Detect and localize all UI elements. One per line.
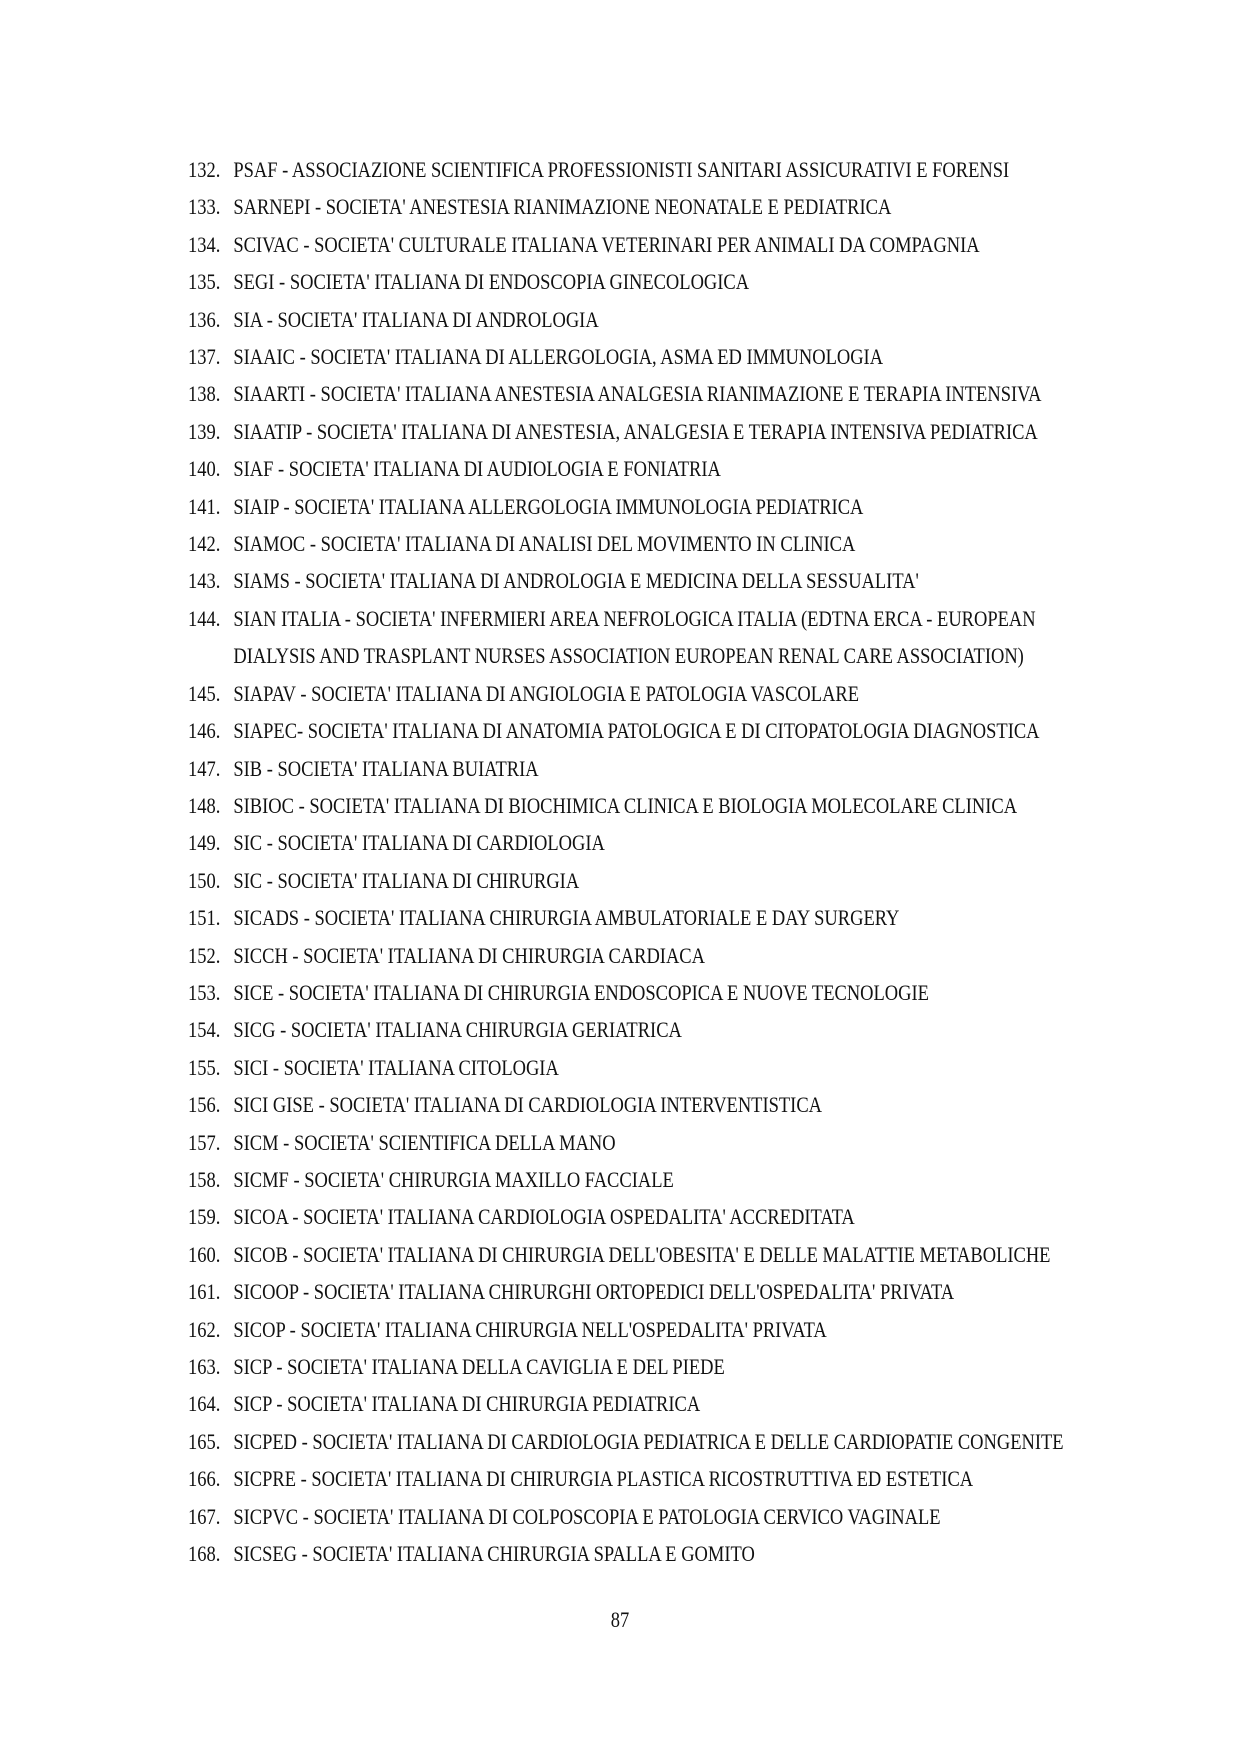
list-item-number: 163. xyxy=(188,1354,221,1379)
list-item-number: 167. xyxy=(188,1503,221,1529)
list-item xyxy=(188,413,1073,450)
list-item-text: SIAARTI - SOCIETA' ITALIANA ANESTESIA ANALGESIA RIANIMAZIONE E TERAPIA INTENSIVA xyxy=(233,381,1042,407)
list-item-text: SICPVC - SOCIETA' ITALIANA DI COLPOSCOPIA E PATOLOGIA CERVICO VAGINALE xyxy=(233,1503,941,1529)
list-item-number: 143. xyxy=(188,568,221,594)
list-item-text: SIAN ITALIA - SOCIETA' INFERMIERI AREA NEFROLOGICA ITALIA (EDTNA ERCA - EUROPEAN DIALYSIS AND TRASPLANT NURSES ASSOCIATION EUROPEAN RENAL CARE ASSOCIATION) xyxy=(233,605,1036,669)
list-item-number: 157. xyxy=(188,1129,221,1155)
list-item-number: 159. xyxy=(188,1204,221,1230)
list-item xyxy=(188,675,1073,712)
list-item-number: 146. xyxy=(188,718,221,744)
list-item-number: 149. xyxy=(188,830,221,856)
list-item xyxy=(188,1385,1073,1422)
list-item xyxy=(188,1498,1073,1535)
list-item-text: SICADS - SOCIETA' ITALIANA CHIRURGIA AMBULATORIALE E DAY SURGERY xyxy=(233,905,900,931)
list-item-number: 137. xyxy=(188,344,221,370)
list-item-number: 142. xyxy=(188,531,221,557)
list-item-number: 161. xyxy=(188,1279,221,1305)
list-item-text: SIAIP - SOCIETA' ITALIANA ALLERGOLOGIA IMMUNOLOGIA PEDIATRICA xyxy=(233,493,864,519)
list-item-text: SIAMOC - SOCIETA' ITALIANA DI ANALISI DEL MOVIMENTO IN CLINICA xyxy=(233,531,856,557)
list-item-text: SIAPAV - SOCIETA' ITALIANA DI ANGIOLOGIA E PATOLOGIA VASCOLARE xyxy=(233,680,860,706)
list-item-text: SICCH - SOCIETA' ITALIANA DI CHIRURGIA CARDIACA xyxy=(233,942,705,968)
list-item-text: SICM - SOCIETA' SCIENTIFICA DELLA MANO xyxy=(233,1129,616,1155)
list-item-number: 168. xyxy=(188,1541,221,1567)
list-item xyxy=(188,488,1073,525)
list-item-number: 158. xyxy=(188,1166,221,1192)
list-item-text: SICP - SOCIETA' ITALIANA DI CHIRURGIA PEDIATRICA xyxy=(233,1391,701,1417)
list-item-number: 154. xyxy=(188,1017,221,1043)
list-item-text: SIAF - SOCIETA' ITALIANA DI AUDIOLOGIA E FONIATRIA xyxy=(233,456,721,482)
list-item-text: SIBIOC - SOCIETA' ITALIANA DI BIOCHIMICA CLINICA E BIOLOGIA MOLECOLARE CLINICA xyxy=(233,792,1018,818)
list-item-text: SICI - SOCIETA' ITALIANA CITOLOGIA xyxy=(233,1054,559,1080)
list-item-text: SIAMS - SOCIETA' ITALIANA DI ANDROLOGIA E MEDICINA DELLA SESSUALITA' xyxy=(233,568,919,594)
list-item-number: 139. xyxy=(188,418,221,444)
list-item xyxy=(188,1273,1073,1310)
list-item xyxy=(188,1049,1073,1086)
list-item xyxy=(188,974,1073,1011)
list-item xyxy=(188,450,1073,487)
list-item-text: SICPRE - SOCIETA' ITALIANA DI CHIRURGIA PLASTICA RICOSTRUTTIVA ED ESTETICA xyxy=(233,1466,974,1492)
list-item-text: SICOP - SOCIETA' ITALIANA CHIRURGIA NELL'OSPEDALITA' PRIVATA xyxy=(233,1316,827,1342)
list-item-number: 153. xyxy=(188,979,221,1005)
list-item-text: SIAAIC - SOCIETA' ITALIANA DI ALLERGOLOGIA, ASMA ED IMMUNOLOGIA xyxy=(233,344,884,370)
list-item xyxy=(188,1011,1073,1048)
list-item xyxy=(188,1311,1073,1348)
list-item xyxy=(188,301,1073,338)
list-item xyxy=(188,1423,1073,1460)
list-item-text: SCIVAC - SOCIETA' CULTURALE ITALIANA VETERINARI PER ANIMALI DA COMPAGNIA xyxy=(233,231,980,257)
list-item xyxy=(188,151,1073,188)
list-item-number: 134. xyxy=(188,231,221,257)
list-item xyxy=(188,525,1073,562)
list-item-number: 133. xyxy=(188,194,221,220)
list-item-number: 147. xyxy=(188,755,221,781)
list-item-text: PSAF - ASSOCIAZIONE SCIENTIFICA PROFESSIONISTI SANITARI ASSICURATIVI E FORENSI xyxy=(233,157,1010,182)
page-number: 87 xyxy=(610,1607,630,1632)
list-item-number: 160. xyxy=(188,1241,221,1267)
list-item-number: 144. xyxy=(188,605,221,631)
list-item-number: 141. xyxy=(188,493,221,519)
list-item-number: 155. xyxy=(188,1054,221,1080)
list-item-number: 136. xyxy=(188,306,221,332)
society-list xyxy=(188,151,1073,1572)
list-item xyxy=(188,712,1073,749)
list-item xyxy=(188,1236,1073,1273)
list-item-number: 164. xyxy=(188,1391,221,1417)
list-item-number: 156. xyxy=(188,1092,221,1118)
list-item-number: 150. xyxy=(188,867,221,893)
list-item xyxy=(188,1535,1073,1572)
list-item-text: SICPED - SOCIETA' ITALIANA DI CARDIOLOGIA PEDIATRICA E DELLE CARDIOPATIE CONGENITE xyxy=(233,1428,1064,1454)
list-item-number: 152. xyxy=(188,942,221,968)
list-item-text: SIC - SOCIETA' ITALIANA DI CARDIOLOGIA xyxy=(233,830,605,856)
list-item xyxy=(188,1161,1073,1198)
list-item xyxy=(188,750,1073,787)
list-item-number: 145. xyxy=(188,680,221,706)
list-item xyxy=(188,899,1073,936)
list-item-text: SICP - SOCIETA' ITALIANA DELLA CAVIGLIA E DEL PIEDE xyxy=(233,1354,725,1379)
list-item xyxy=(188,1460,1073,1497)
list-item xyxy=(188,1124,1073,1161)
list-item-text: SICSEG - SOCIETA' ITALIANA CHIRURGIA SPALLA E GOMITO xyxy=(233,1541,755,1567)
list-item-text: SIAATIP - SOCIETA' ITALIANA DI ANESTESIA, ANALGESIA E TERAPIA INTENSIVA PEDIATRICA xyxy=(233,418,1038,444)
list-item-text: SICOB - SOCIETA' ITALIANA DI CHIRURGIA DELL'OBESITA' E DELLE MALATTIE METABOLICHE xyxy=(233,1241,1051,1267)
list-item-text: SICG - SOCIETA' ITALIANA CHIRURGIA GERIATRICA xyxy=(233,1017,682,1043)
list-item-number: 151. xyxy=(188,905,221,931)
list-item-text: SICOOP - SOCIETA' ITALIANA CHIRURGHI ORTOPEDICI DELL'OSPEDALITA' PRIVATA xyxy=(233,1279,955,1305)
list-item xyxy=(188,188,1073,225)
list-item-text: SICMF - SOCIETA' CHIRURGIA MAXILLO FACCIALE xyxy=(233,1166,674,1192)
list-item xyxy=(188,338,1073,375)
list-item-number: 138. xyxy=(188,381,221,407)
list-item-number: 140. xyxy=(188,456,221,482)
list-item xyxy=(188,600,1073,675)
list-item xyxy=(188,562,1073,599)
list-item-number: 162. xyxy=(188,1316,221,1342)
list-item-text: SICOA - SOCIETA' ITALIANA CARDIOLOGIA OSPEDALITA' ACCREDITATA xyxy=(233,1204,855,1230)
list-item xyxy=(188,375,1073,412)
list-item-number: 165. xyxy=(188,1428,221,1454)
list-item-number: 148. xyxy=(188,792,221,818)
list-item xyxy=(188,937,1073,974)
list-item xyxy=(188,824,1073,861)
list-item-text: SARNEPI - SOCIETA' ANESTESIA RIANIMAZIONE NEONATALE E PEDIATRICA xyxy=(233,194,892,220)
list-item xyxy=(188,787,1073,824)
list-item xyxy=(188,1348,1073,1385)
list-item-text: SIAPEC- SOCIETA' ITALIANA DI ANATOMIA PATOLOGICA E DI CITOPATOLOGIA DIAGNOSTICA xyxy=(233,718,1040,744)
list-item-text: SIC - SOCIETA' ITALIANA DI CHIRURGIA xyxy=(233,867,580,893)
list-item xyxy=(188,862,1073,899)
list-item xyxy=(188,263,1073,300)
list-item-text: SEGI - SOCIETA' ITALIANA DI ENDOSCOPIA GINECOLOGICA xyxy=(233,269,750,295)
list-item-text: SICI GISE - SOCIETA' ITALIANA DI CARDIOLOGIA INTERVENTISTICA xyxy=(233,1092,823,1118)
list-item xyxy=(188,1198,1073,1235)
list-item-text: SIB - SOCIETA' ITALIANA BUIATRIA xyxy=(233,755,539,781)
list-item-number: 166. xyxy=(188,1466,221,1492)
list-item-number: 135. xyxy=(188,269,221,295)
list-item-text: SIA - SOCIETA' ITALIANA DI ANDROLOGIA xyxy=(233,306,599,332)
list-item-text: SICE - SOCIETA' ITALIANA DI CHIRURGIA ENDOSCOPICA E NUOVE TECNOLOGIE xyxy=(233,979,929,1005)
list-item xyxy=(188,226,1073,263)
list-item-number: 132. xyxy=(188,157,221,182)
list-item xyxy=(188,1086,1073,1123)
